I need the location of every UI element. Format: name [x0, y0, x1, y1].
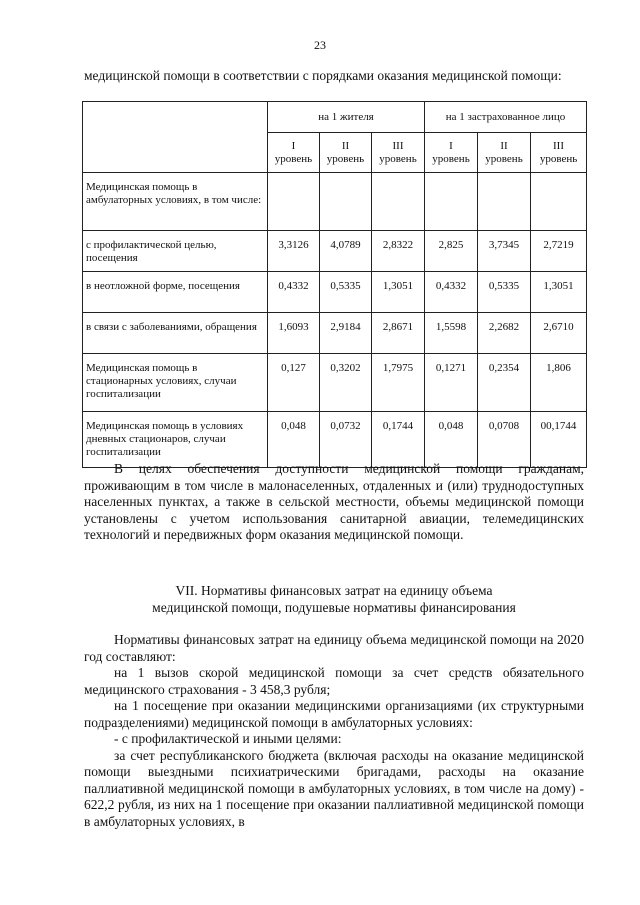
cell-value: 0,048	[425, 412, 478, 468]
level-header: III уровень	[531, 133, 587, 173]
cell-value: 0,048	[268, 412, 320, 468]
cell-value: 1,5598	[425, 313, 478, 354]
budget-paragraph: за счет республиканского бюджета (включая расходы на оказание медицинской помощи выездными психиатрическими бригадами, расходы на оказание паллиативной медицинской помощи в амбулаторных условиях, в том числе на дому) - 622,2 рубля, из них на 1 посещение при оказании паллиативной медицинской помощи в амбулаторных условиях, в	[84, 747, 584, 829]
group-header-per-resident: на 1 жителя	[268, 102, 425, 133]
cell-value: 2,8322	[372, 231, 425, 272]
row-label: в неотложной форме, посещения	[83, 272, 268, 313]
page-number: 23	[314, 38, 326, 52]
group-header-per-insured: на 1 застрахованное лицо	[425, 102, 587, 133]
level-header: I уровень	[425, 133, 478, 173]
cell-value: 1,3051	[531, 272, 587, 313]
preventive-paragraph: - с профилактической и иными целями:	[114, 731, 342, 746]
section-title-line: VII. Нормативы финансовых затрат на единицу объема	[175, 583, 493, 598]
table-corner-cell	[83, 102, 268, 173]
cell-value: 0,5335	[478, 272, 531, 313]
table-row	[83, 412, 587, 468]
cell-value	[531, 173, 587, 231]
section-title-line: медицинской помощи, подушевые нормативы финансирования	[152, 600, 516, 615]
cell-value: 0,5335	[320, 272, 372, 313]
cell-value: 2,825	[425, 231, 478, 272]
row-label: Медицинская помощь в стационарных условиях, случаи госпитализации	[83, 354, 268, 412]
row-label: в связи с заболеваниями, обращения	[83, 313, 268, 354]
level-header: III уровень	[372, 133, 425, 173]
norms-paragraph: Нормативы финансовых затрат на единицу объема медицинской помощи на 2020 год составляют:	[84, 632, 584, 664]
cell-value: 3,7345	[478, 231, 531, 272]
row-label: с профилактической целью, посещения	[83, 231, 268, 272]
table-row	[83, 313, 587, 354]
table-group-header-row	[83, 102, 587, 133]
cell-value: 0,1271	[425, 354, 478, 412]
table-row	[83, 272, 587, 313]
cell-value: 0,0732	[320, 412, 372, 468]
cell-value: 1,806	[531, 354, 587, 412]
row-label: Медицинская помощь в условиях дневных стационаров, случаи госпитализации	[83, 412, 268, 468]
cell-value: 2,8671	[372, 313, 425, 354]
cell-value: 0,1744	[372, 412, 425, 468]
cell-value: 0,3202	[320, 354, 372, 412]
ambulance-paragraph: на 1 вызов скорой медицинской помощи за счет средств обязательного медицинского страхования - 3 458,3 рубля;	[84, 665, 584, 697]
level-header: I уровень	[268, 133, 320, 173]
table-row	[83, 354, 587, 412]
cell-value: 00,1744	[531, 412, 587, 468]
access-paragraph: В целях обеспечения доступности медицинской помощи гражданам, проживающим в том числе в малонаселенных, отдаленных и (или) труднодоступных населенных пунктах, а также в сельской местности, объемы медицинской помощи установлены с учетом использования санитарной авиации, телемедицинских технологий и передвижных форм оказания медицинской помощи.	[84, 461, 584, 542]
norms-table	[82, 101, 587, 468]
cell-value: 1,3051	[372, 272, 425, 313]
cell-value: 2,6710	[531, 313, 587, 354]
cell-value	[372, 173, 425, 231]
cell-value	[425, 173, 478, 231]
cell-value	[268, 173, 320, 231]
access-paragraph-block	[84, 461, 584, 544]
cell-value: 2,7219	[531, 231, 587, 272]
cell-value: 2,9184	[320, 313, 372, 354]
cell-value: 2,2682	[478, 313, 531, 354]
level-header: II уровень	[478, 133, 531, 173]
visit-paragraph: на 1 посещение при оказании медицинскими организациями (их структурными подразделениями) медицинской помощи в амбулаторных условиях:	[84, 698, 584, 730]
table-row	[83, 231, 587, 272]
row-label: Медицинская помощь в амбулаторных условиях, в том числе:	[83, 173, 268, 231]
cell-value	[478, 173, 531, 231]
cell-value: 0,0708	[478, 412, 531, 468]
cell-value: 0,127	[268, 354, 320, 412]
cell-value: 0,4332	[425, 272, 478, 313]
lead-text: медицинской помощи в соответствии с порядками оказания медицинской помощи:	[84, 68, 562, 83]
section-title	[84, 582, 584, 616]
level-header: II уровень	[320, 133, 372, 173]
cell-value	[320, 173, 372, 231]
cell-value: 1,7975	[372, 354, 425, 412]
norms-text-block	[84, 632, 584, 830]
cell-value: 3,3126	[268, 231, 320, 272]
cell-value: 4,0789	[320, 231, 372, 272]
table-row	[83, 173, 587, 231]
cell-value: 0,4332	[268, 272, 320, 313]
cell-value: 1,6093	[268, 313, 320, 354]
cell-value: 0,2354	[478, 354, 531, 412]
